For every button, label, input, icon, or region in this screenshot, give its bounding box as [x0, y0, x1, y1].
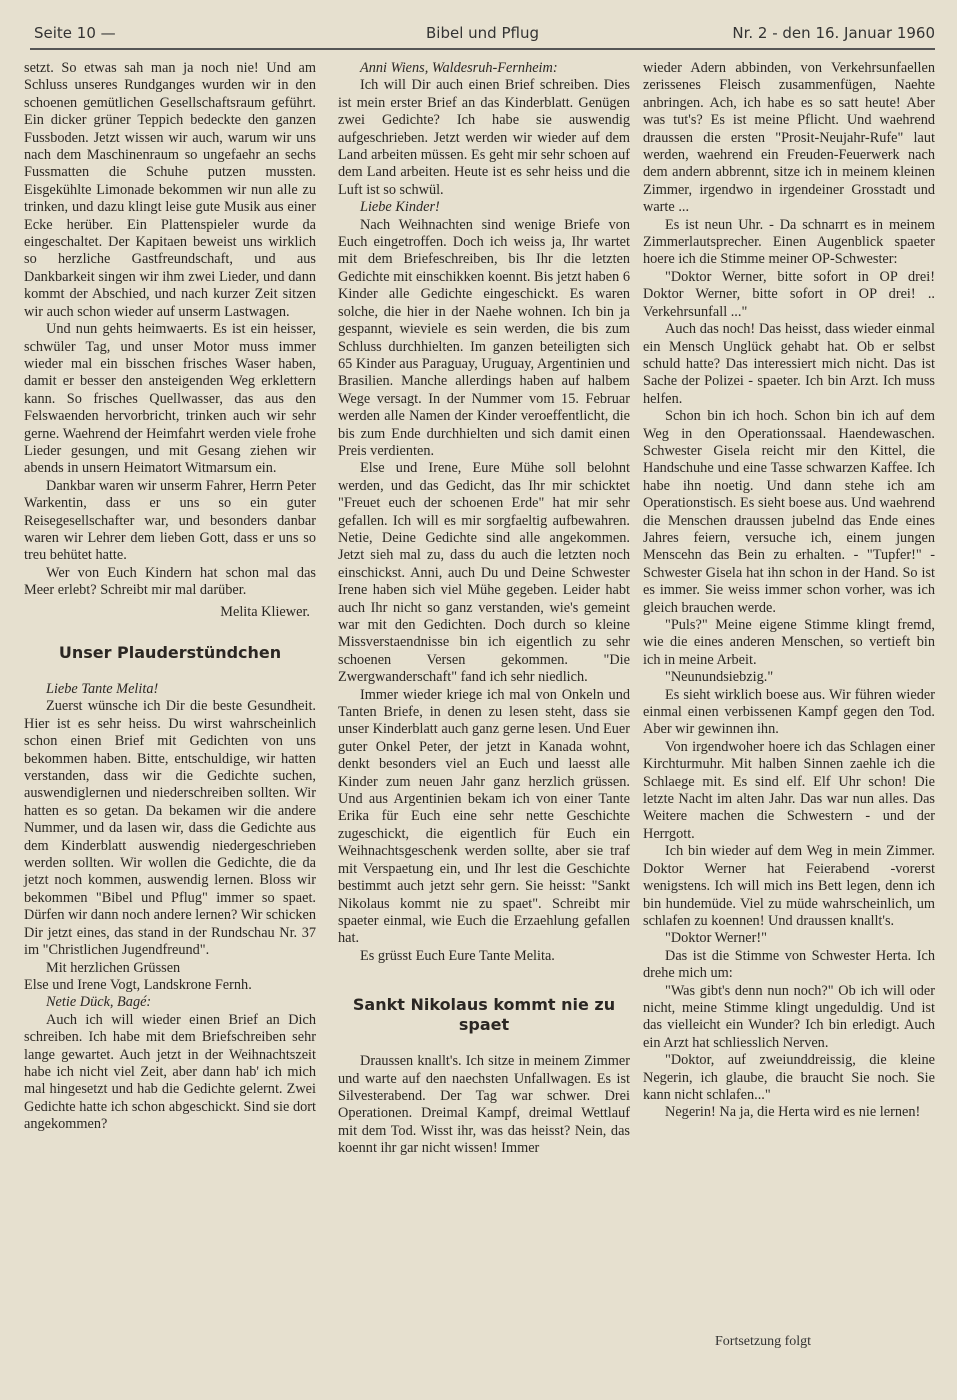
- page-number: Seite 10 —: [34, 24, 116, 42]
- paragraph: Schon bin ich hoch. Schon bin ich auf dem Weg in den Operationssaal. Haendewaschen. Schwester Gisela reicht mir den Kittel, die Handschuhe und eine Tasse schwarzen Kaffee. Ich habe ihn noetig. Und dann stehe ich am Operationstisch. Es sieht boese aus. Und waehrend die Menschen draussen jubelnd das Ende eines Jahres feiern, versuche ich, einem jungen Menscehn das Bein zu erhalten. - "Tupfer!" - Schwester Gisela hat ihn schon in der Hand. So ist es immer. Sie weiss immer schon vorher, was ich gleich brauchen werde.: [643, 408, 935, 616]
- paragraph: Von irgendwoher hoere ich das Schlagen einer Kirchturmuhr. Mit halben Sinnen zaehle ich die Schlaege mit. Es sind elf. Elf Uhr schon! Die letzte Nacht im alten Jahr. Das war nun alles. Das Weitere machen die Schwestern - und der Herrgott.: [643, 738, 935, 842]
- paragraph: Auch ich will wieder einen Brief an Dich schreiben. Ich habe mit dem Briefschreiben sehr lange gewartet. Auch jetzt in der Weihnachtszeit habe ich nicht viel Zeit, aber dann hab' ich mich mal hingesetzt und hab die Gedichte gelernt. Zwei Gedichte hatte ich schon abgeschickt. Sind sie dort angekommen?: [24, 1011, 316, 1133]
- column-1: [24, 60, 316, 1134]
- paragraph: "Doktor Werner!": [665, 930, 767, 947]
- paragraph: Zuerst wünsche ich Dir die beste Gesundheit. Hier ist es sehr heiss. Du wirst wahrscheinlich schon einen Brief mit Gedichten von uns bekommen haben. Bitte, entschuldige, wir hatten verstanden, dass wir die Gedichte suchen, auswendiglernen und niederschreiben sollten. Wir hatten es so getan. Da bekamen wir die andere Nummer, und da lasen wir, dass die Gedichte aus dem Kinderblatt auswendig niedergeschrieben werden sollten. Wir wollen die Gedichte, die da jetzt noch kommen, auswendig lernen. Bloss wir bekommen "Bibel und Pflug" immer so spaet. Dürfen wir dann noch andere lernen? Wir schicken Dir jetzt eines, das stand in der Rundschau Nr. 37 im "Christlichen Jugendfreund".: [24, 698, 316, 959]
- paragraph: Immer wieder kriege ich mal von Onkeln und Tanten Briefe, in denen zu lesen steht, dass sie unser Kinderblatt auch ganz gerne lesen. Und Euer guter Onkel Peter, der jetzt in Kanada wohnt, denkt besonders viel an Euch und laesst alle Kinder zum neuen Jahr ganz herzlich grüssen. Und aus Argentinien bekam ich von einer Tante Erika für Euch eine sehr nette Geschichte zugeschickt, die eigentlich für Euch ein Weihnachtsgeschenk werden sollte, aber sie traf mit Verspaetung ein, und Ihr lest die Geschichte bestimmt auch jetzt sehr gern. Sie heisst: "Sankt Nikolaus kommt nie zu spaet". Schreibt mir spaeter einmal, wie Euch die Erzaehlung gefallen hat.: [338, 686, 630, 947]
- story-title: Sankt Nikolaus kommt nie zu spaet: [352, 995, 616, 1035]
- paragraph: Else und Irene, Eure Mühe soll belohnt werden, und das Gedicht, das Ihr mir schicktet "Freuet euch der schoenen Erde" hat mir sehr gefallen. Ich will es mir sorgfaeltig aufbewahren. Netie, Deine Gedichte sind alle angekommen. Jetzt sieh mal zu, dass du auch die letzten noch einschickst. Anni, auch Du und Deine Schwester Irene haben sich viel Mühe gegeben. Leider habt auch Ihr nicht so ganz verstanden, wie's gemeint war mit den Gedichten. Doch durch so kleine Missverstaendnisse bin ich eigentlich zu sehr schoenen Versen gekommen. "Die Zwergwanderschaft" fand ich sehr niedlich.: [338, 460, 630, 686]
- letter-sender: Anni Wiens, Waldesruh-Fernheim:: [360, 60, 558, 76]
- paragraph: "Neunundsiebzig.": [665, 669, 774, 686]
- author-signature: Melita Kliewer.: [220, 603, 310, 620]
- paragraph: "Was gibt's denn nun noch?" Ob ich will oder nicht, meine Stimme klingt ungeduldig. Und ist das vielleicht ein Wunder? Ich bin erledigt. Auch ein Arzt hat schliesslich Nerven.: [643, 982, 935, 1051]
- paragraph: "Doktor Werner, bitte sofort in OP drei! Doktor Werner, bitte sofort in OP drei! .. Verkehrsunfall ...": [643, 268, 935, 320]
- paragraph: Es ist neun Uhr. - Da schnarrt es in meinem Zimmerlautsprecher. Einen Augenblick spaeter hoere ich die Stimme meiner OP-Schwester:: [643, 216, 935, 268]
- paragraph: Wer von Euch Kindern hat schon mal das Meer erlebt? Schreibt mir mal darüber.: [24, 564, 316, 599]
- paragraph: Nach Weihnachten sind wenige Briefe von Euch eingetroffen. Doch ich weiss ja, Ihr wartet mit dem Briefeschreiben, bis Ihr die letzten Gedichte mit einschikken koennt. Bis jetzt haben 6 Kinder alle Gedichte eingeschickt. Es waren solche, die hier in der Naehe wohnen. Ich bin ja gespannt, wieviele es sein werden, die bis zum Schluss durchhielten. Im ganzen beteiligten sich 65 Kinder aus Paraguay, Uruguay, Argentinien und Brasilien. Manche allerdings haben auf halbem Wege versagt. In der Nummer vom 15. Februar werden alle Namen der Kinder veroeffentlicht, die bis zum Ende durchhielten und sich damit einen Preis verdienten.: [338, 216, 630, 459]
- paragraph: Ich will Dir auch einen Brief schreiben. Dies ist mein erster Brief an das Kinderblatt. Genügen zwei Gedichte? Ich habe sie auswendig aufgeschrieben. Jetzt werden wir wieder auf dem Land arbeiten müssen. Es geht mir sehr schoen auf dem Land arbeiten. Heute ist es sehr heiss und die Luft ist so schwül.: [338, 77, 630, 198]
- paragraph: Draussen knallt's. Ich sitze in meinem Zimmer und warte auf den naechsten Unfallwagen. Es ist Silvesterabend. Der Tag war schwer. Drei Operationen. Dreimal Kampf, dreimal Wettlauf mit dem Tod. Wisst ihr, was das heisst? Nein, das koennt ihr gar nicht wissen! Immer: [338, 1053, 630, 1157]
- salutation: Liebe Tante Melita!: [46, 681, 159, 697]
- paragraph: Und nun gehts heimwaerts. Es ist ein heisser, schwüler Tag, und unser Motor muss immer wieder mal ein bisschen frisches Waser haben, damit er besser den ansteigenden Weg erklettern kann. So frisches Quellwasser, das aus den Felswaenden hervorbricht, trinken auch wir sehr gerne. Waehrend der Heimfahrt werden viele frohe Lieder gesungen, und mit Gesang ziehen wir abends in unsern Heimatort Witmarsum ein.: [24, 321, 316, 477]
- page-header: [30, 20, 935, 46]
- paragraph: Auch das noch! Das heisst, dass wieder einmal ein Mensch Unglück gehabt hat. Ob er selbst schuld hatte? Das interessiert mich nicht. Das ist Sache der Polizei - spaeter. Ich bin Arzt. Ich muss helfen.: [643, 321, 935, 407]
- paragraph: Ich bin wieder auf dem Weg in mein Zimmer. Doktor Werner hat Feierabend -vorerst wenigstens. Ich will mich ins Bett legen, denn ich bin hundemüde. Viel zu müde wahrscheinlich, um schlafen zu koennen! Und draussen knallt's.: [643, 843, 935, 929]
- letter-sender: Netie Dück, Bagé:: [46, 994, 152, 1011]
- publication-title: Bibel und Pflug: [426, 24, 539, 42]
- paragraph: wieder Adern abbinden, von Verkehrsunfaellen zerissenes Fleisch zusammenfügen, Naehte anbringen. Ach, ich habe es so satt heute! Aber was tut's? Es ist meine Pflicht. Und waehrend draussen die ersten "Prosit-Neujahr-Rufe" laut werden, waehrend ein Freuden-Feuerwerk nach dem andern abbrennt, sitze ich in meinem kleinen Zimmer, irgendwo in irgendeiner Grosstadt und warte ...: [643, 60, 935, 216]
- paragraph: Es grüsst Euch Eure Tante Melita.: [360, 947, 555, 964]
- paragraph: Dankbar waren wir unserm Fahrer, Herrn Peter Warkentin, dass er uns so ein guter Reisegesellschafter war, und besonders danbar waren wir Lehrer dem lieben Gott, dass er uns so treu behütet hatte.: [24, 477, 316, 564]
- paragraph: Das ist die Stimme von Schwester Herta. Ich drehe mich um:: [643, 947, 935, 982]
- paragraph: "Puls?" Meine eigene Stimme klingt fremd, wie die eines anderen Menschen, so vertieft bin ich in meine Arbeit.: [643, 617, 935, 668]
- paragraph: Negerin! Na ja, die Herta wird es nie lernen!: [665, 1104, 921, 1121]
- column-3: [643, 60, 935, 1122]
- paragraph: "Doktor, auf zweiunddreissig, die kleine Negerin, ich glaube, die braucht Sie noch. Sie kann nicht schlafen...": [643, 1052, 935, 1103]
- header-rule: [30, 48, 935, 50]
- column-2: [338, 60, 630, 1158]
- issue-date: Nr. 2 - den 16. Januar 1960: [732, 24, 935, 42]
- paragraph: Es sieht wirklich boese aus. Wir führen wieder einmal einen verbissenen Kampf gegen den Tod. Aber wir gewinnen ihn.: [643, 686, 935, 738]
- section-title: Unser Plauderstündchen: [58, 643, 282, 662]
- continuation-note: Fortsetzung folgt: [715, 1334, 812, 1349]
- letter-sender: Else und Irene Vogt, Landskrone Fernh.: [24, 976, 252, 993]
- paragraph: Mit herzlichen Grüssen: [46, 959, 181, 976]
- salutation: Liebe Kinder!: [360, 199, 440, 216]
- paragraph: setzt. So etwas sah man ja noch nie! Und am Schluss unseres Rundganges wurden wir in den schoenen gemütlichen Gesellschaftsraum geführt. Ein dicker grüner Teppich bedeckte den ganzen Fussboden. Jetzt wissen wir auch, warum wir uns nach dem Maschinenraum so ungefaehr an sechs Fussmatten die Schuhe putzen mussten. Eisgekühlte Limonade bekommen wir nun alle zu trinken, und dazu klingt leise gute Musik aus einer Ecke herüber. Ein Plattenspieler wurde da eingeschaltet. Der Kapitaen beweist uns wirklich so herzliche Gastfreundschaft, und aus Dankbarkeit singen wir ihm zwei Lieder, und dann kommt der Abschied, und nach kurzer Zeit sitzen wir auch schon wieder auf unserm Lastwagen.: [24, 60, 316, 320]
